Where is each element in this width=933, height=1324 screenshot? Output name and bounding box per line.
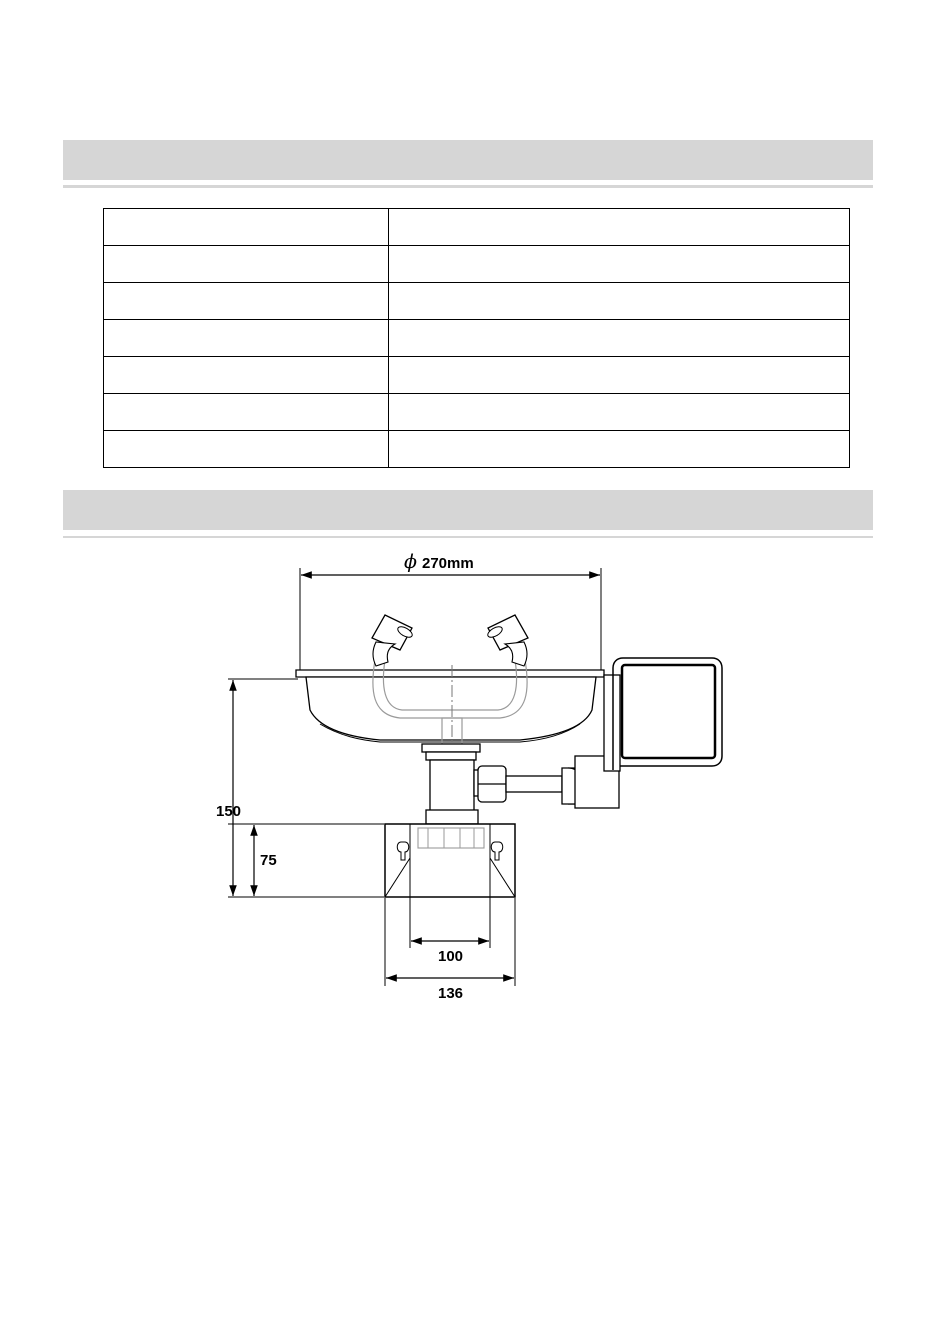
table-row xyxy=(104,283,850,320)
spec-label xyxy=(104,283,389,320)
height-total-label: 150 xyxy=(216,803,242,820)
stem xyxy=(422,744,480,824)
spec-value xyxy=(389,357,850,394)
table-row xyxy=(104,246,850,283)
spec-value xyxy=(389,320,850,357)
spec-value xyxy=(389,209,850,246)
table-row xyxy=(104,394,850,431)
spec-label xyxy=(104,209,389,246)
spec-label xyxy=(104,246,389,283)
table-row xyxy=(104,431,850,468)
table-row xyxy=(104,320,850,357)
spec-value xyxy=(389,394,850,431)
spec-value xyxy=(389,431,850,468)
diameter-dimension xyxy=(300,551,601,674)
spec-table xyxy=(103,208,850,468)
section-header-drawing xyxy=(63,490,873,530)
diameter-label: 270mm xyxy=(422,555,474,572)
width-inner-label: 100 xyxy=(438,948,464,965)
push-handle[interactable] xyxy=(575,658,722,808)
section-header-specs xyxy=(63,140,873,180)
spec-label xyxy=(104,357,389,394)
spec-label xyxy=(104,320,389,357)
spec-label xyxy=(104,394,389,431)
spec-value xyxy=(389,246,850,283)
table-row xyxy=(104,357,850,394)
valve-connection xyxy=(474,766,586,804)
mounting-base xyxy=(385,824,515,897)
section-rule-specs xyxy=(63,185,873,188)
bowl xyxy=(296,670,604,742)
width-base-label: 136 xyxy=(438,985,464,1002)
eyewash-dimension-drawing xyxy=(0,540,933,1020)
table-row xyxy=(104,209,850,246)
spec-value xyxy=(389,283,850,320)
height-base-label: 75 xyxy=(260,852,277,869)
diameter-symbol: ϕ xyxy=(404,551,417,573)
spec-label xyxy=(104,431,389,468)
section-rule-drawing xyxy=(63,536,873,538)
